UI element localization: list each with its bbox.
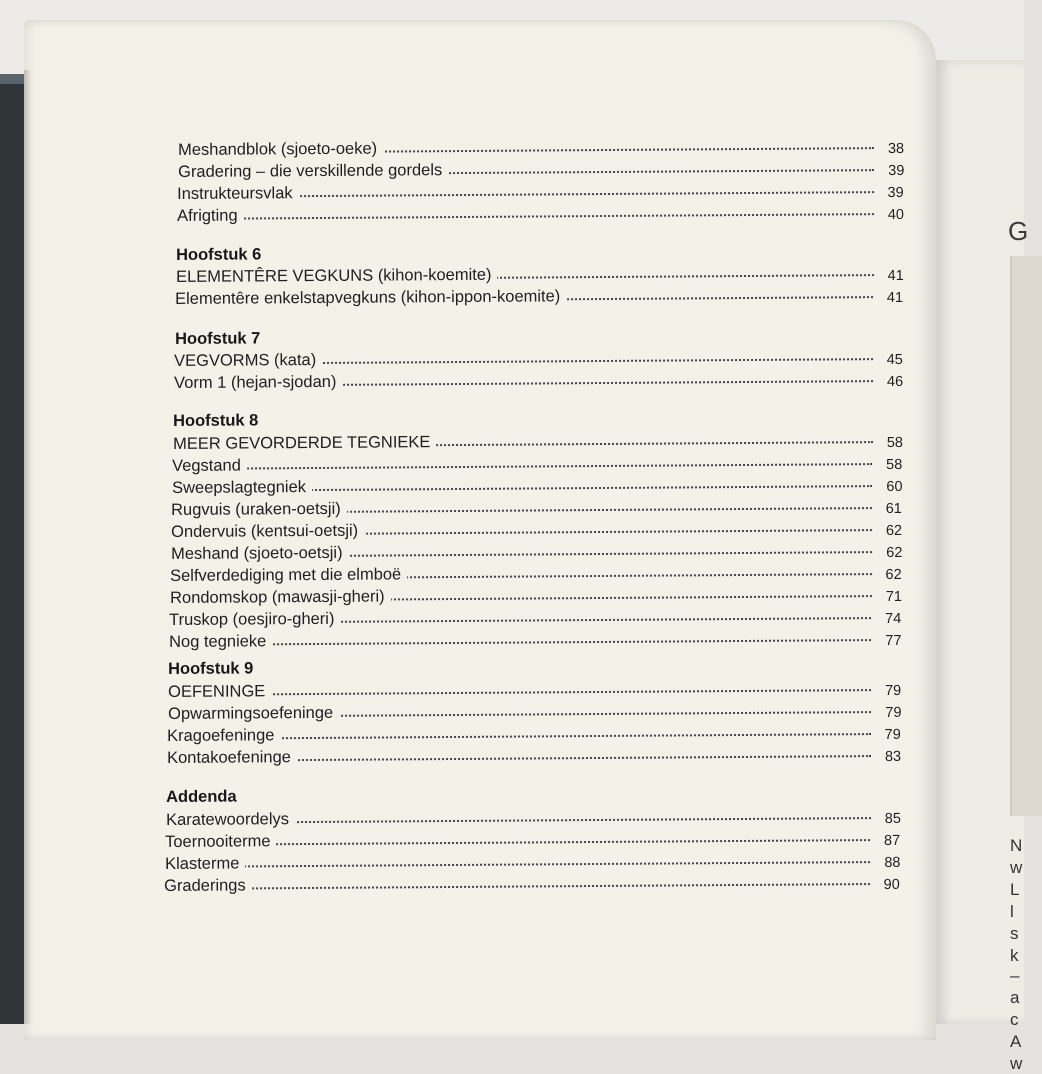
dot-leader xyxy=(165,883,871,890)
toc-entry-page-number: 77 xyxy=(885,632,902,649)
toc-entry-page-number: 46 xyxy=(886,373,903,391)
right-page-text-fragment: l xyxy=(1010,902,1014,921)
toc-entry xyxy=(167,743,901,774)
toc-entry-page-number: 88 xyxy=(884,854,901,871)
right-page-text-fragment: L xyxy=(1010,880,1020,899)
toc-entry-page-number: 79 xyxy=(884,704,902,721)
right-page-text-fragment: – xyxy=(1010,966,1020,985)
toc-entry-page-number: 58 xyxy=(886,434,903,452)
chapter-heading: Hoofstuk 9 xyxy=(168,659,254,678)
right-page-text-fragment: w xyxy=(1010,1054,1023,1073)
toc-entry-title: OEFENINGE xyxy=(168,681,271,702)
toc-entry-title: MEER GEVORDERDE TEGNIEKE xyxy=(173,432,436,454)
toc-entry-page-number: 74 xyxy=(885,610,902,628)
toc-entry-title: Nog tegnieke xyxy=(169,631,272,652)
right-page-text-fragment: a xyxy=(1010,988,1020,1007)
toc-entry-page-number: 62 xyxy=(885,566,902,584)
right-page-text-fragment: w xyxy=(1010,858,1023,877)
dot-leader xyxy=(165,861,870,868)
toc-entry-page-number: 79 xyxy=(884,726,902,743)
chapter-heading: Hoofstuk 7 xyxy=(174,329,260,348)
toc-entry-title: Toernooiterme xyxy=(165,831,277,852)
toc-entry-page-number: 61 xyxy=(885,500,903,518)
toc-entry-title: ELEMENTÊRE VEGKUNS (kihon-koemite) xyxy=(176,265,498,287)
right-page-heading: G xyxy=(1008,216,1029,246)
toc-entry-title: Truskop (oesjiro-gheri) xyxy=(169,609,340,630)
toc-entry-page-number: 62 xyxy=(885,522,903,540)
toc-entry-page-number: 87 xyxy=(884,832,901,849)
toc-entry-title: Gradering – die verskillende gordels xyxy=(178,160,448,182)
toc-entry-page-number: 58 xyxy=(886,456,903,474)
right-page-text-fragment: c xyxy=(1010,1010,1019,1029)
toc-entry-title: Kontakoefeninge xyxy=(167,747,297,768)
chapter-heading: Addenda xyxy=(166,787,237,806)
toc-entry xyxy=(177,201,904,232)
toc-entry-page-number: 90 xyxy=(883,876,901,893)
toc-entry-page-number: 71 xyxy=(885,588,902,606)
right-page-text-fragment: s xyxy=(1010,924,1019,943)
toc-entry-title: VEGVORMS (kata) xyxy=(174,350,322,371)
toc-entry-title: Graderings xyxy=(164,875,252,896)
toc-entry-page-number: 83 xyxy=(884,748,901,765)
toc-entry-title: Sweepslagtegniek xyxy=(172,477,312,498)
toc-entry-page-number: 40 xyxy=(887,206,904,224)
toc-entry-title: Kragoefeninge xyxy=(167,725,280,746)
toc-entry-title: Ondervuis (kentsui-oetsji) xyxy=(171,521,364,542)
toc-entry-title: Instrukteursvlak xyxy=(177,183,299,204)
toc-entry-title: Rondomskop (mawasji-gheri) xyxy=(170,586,391,608)
toc-entry-page-number: 79 xyxy=(885,682,902,699)
toc-entry-page-number: 60 xyxy=(886,478,903,496)
dot-leader xyxy=(168,689,871,696)
toc-entry-page-number: 85 xyxy=(884,810,901,827)
right-page-text-fragment: N xyxy=(1010,836,1023,855)
right-page xyxy=(936,60,1029,1073)
toc-entry-title: Karatewoordelys xyxy=(166,809,295,830)
toc-entry-page-number: 62 xyxy=(885,544,902,562)
toc-entry-page-number: 41 xyxy=(887,289,904,307)
toc-entry-title: Meshandblok (sjoeto-oeke) xyxy=(178,139,383,160)
right-page-photo xyxy=(1010,256,1042,816)
toc-entry-page-number: 41 xyxy=(887,267,904,285)
toc-entry xyxy=(169,627,902,658)
right-page-text-fragment: A xyxy=(1010,1032,1022,1051)
toc-entry-title: Afrigting xyxy=(177,206,244,226)
toc-entry-title: Rugvuis (uraken-oetsji) xyxy=(171,499,347,520)
chapter-heading: Hoofstuk 6 xyxy=(176,245,262,264)
toc-entry-title: Opwarmingsoefeninge xyxy=(168,703,339,724)
chapter-heading: Hoofstuk 8 xyxy=(172,411,259,430)
toc-entry-page-number: 39 xyxy=(887,162,905,180)
toc-entry xyxy=(164,871,900,902)
toc-entry-title: Meshand (sjoeto-oetsji) xyxy=(171,543,349,564)
right-page-text-fragment: k xyxy=(1010,946,1019,965)
toc-entry xyxy=(174,368,903,399)
dot-leader xyxy=(177,213,874,220)
toc-entry-title: Klasterme xyxy=(165,853,245,874)
toc-entry-title: Vorm 1 (hejan-sjodan) xyxy=(174,372,342,393)
toc-entry xyxy=(175,284,903,315)
dot-leader xyxy=(172,463,872,470)
toc-entry-title: Elementêre enkelstapvegkuns (kihon-ippon-koemite) xyxy=(175,286,566,309)
toc-entry-page-number: 38 xyxy=(887,140,905,158)
dot-leader xyxy=(169,639,871,646)
toc-entry-title: Selfverdediging met die elmboë xyxy=(170,564,407,586)
toc-entry-title: Vegstand xyxy=(172,455,247,476)
toc-entry-page-number: 39 xyxy=(887,184,904,202)
toc-entry-page-number: 45 xyxy=(886,351,904,369)
